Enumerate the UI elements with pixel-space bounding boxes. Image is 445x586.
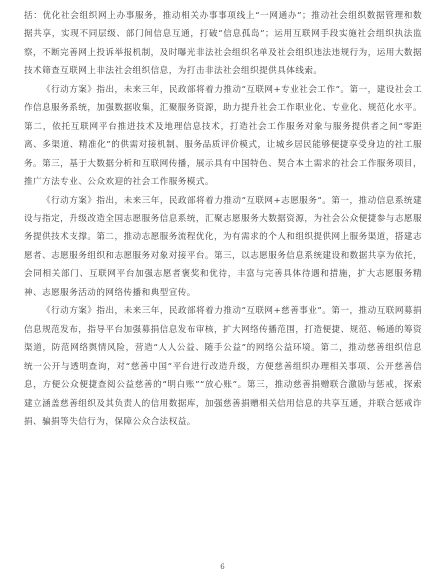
paragraph-charity: 《行动方案》指出，未来三年，民政部将着力推动“互联网+慈善事业”。第一，推动互联网募捐信息规范发布，指导平台加强募捐信息发布审核，扩大网络传播范围，打造便捷、规范、畅通的筹资渠道，防范网络舆情风险，营造“人人公益、随手公益”的网络公益环境。第二，推动慈善组织信息统一公开与透明查询，对“慈善中国”平台进行改造升级，方便慈善组织办理相关事项、公开慈善信息，方便公众便捷查阅公益慈善的“明白账”“放心账”。第三，推动慈善捐赠联合激励与惩戒，探索建立涵盖慈善组织及其负责人的信用数据库，加强慈善捐赠相关信用信息的共享互通，并联合惩戒诈捐、骗捐等失信行为，保障公众合法权益。 (24, 306, 422, 427)
paragraph-volunteer-service: 《行动方案》指出，未来三年，民政部将着力推动“互联网+志愿服务”。第一，推动信息系统建设与指定，升级改造全国志愿服务信息系统，汇聚志愿服务大数据资源，为社会公众便捷参与志愿服务提供技术支撑。第二，推动志愿服务流程优化，为有需求的个人和组织提供网上服务渠道，搭建志愿者、志愿服务组织和志愿服务对象对接平台。第三，以志愿服务信息系统建设和数据共享为依托，会同相关部门、互联网平台加强志愿者褒奖和优待，丰富与完善具体待遇和措施，扩大志愿服务精神、志愿服务活动的网络传播和典型宣传。 (24, 195, 422, 298)
page-number: 6 (220, 563, 225, 571)
paragraph-social-work: 《行动方案》指出，未来三年，民政部将着力推动“互联网+专业社会工作”。第一，建设社会工作信息服务系统，加强数据收集，汇聚服务资源，助力提升社会工作职业化、专业化、规范化水平。第二，依托互联网平台推进技术及地理信息技术，打造社会工作服务对象与服务提供者之间“零距离、多渠道、精准化”的供需对接机制、服务品质评价模式，让城乡居民能够便捷享受身边的社工服务。第三，基于大数据分析和互联网传播，展示具有中国特色、契合本土需求的社会工作服务项目，推广方法专业、公众欢迎的社会工作服务模式。 (24, 84, 422, 188)
paragraph-social-organization-services: 括：优化社会组织网上办事服务，推动相关办事事项线上“一网通办”；推动社会组织数据管理和数据共享，实现不同层级、部门间信息互通，打破“信息孤岛”；运用互联网手段实施社会组织执法监察，不断完善网上投诉举报机制，及时曝光非法社会组织名单及社会组织违法违规行为，运用大数据技术筛查互联网上非法社会组织信息，为打击非法社会组织提供具体线索。 (24, 11, 422, 77)
body-text (24, 7, 422, 431)
